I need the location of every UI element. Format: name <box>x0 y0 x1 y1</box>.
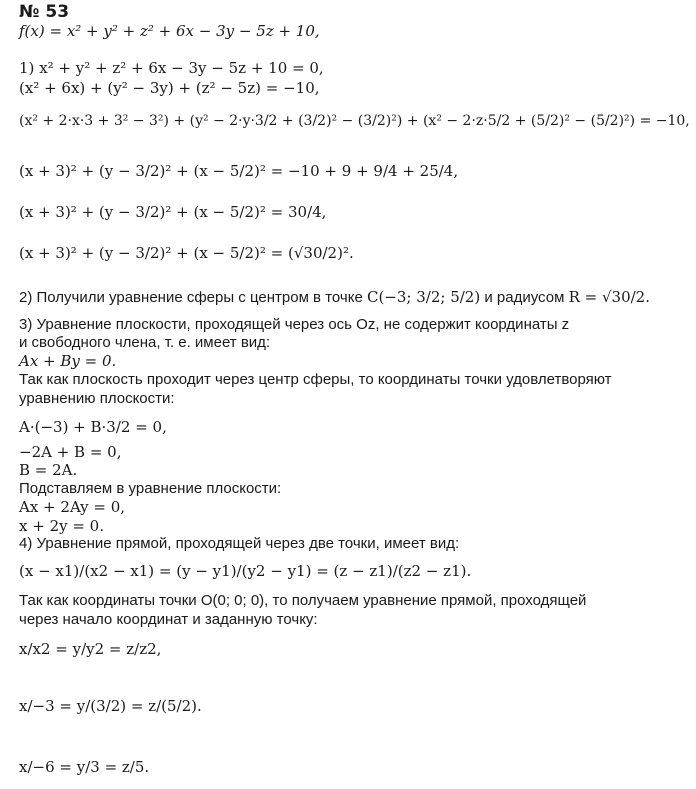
sphere-radius: R = √30/2. <box>568 288 650 306</box>
equation: (x + 3)² + (y − 3/2)² + (x − 5/2)² = 30/4, <box>19 203 327 221</box>
sphere-center: C(−3; 3/2; 5/2) <box>366 288 481 306</box>
step3-eq1: Ax + By = 0. <box>19 352 117 370</box>
equation: f(x) = x² + y² + z² + 6x − 3y − 5z + 10, <box>19 22 320 40</box>
step3-eq3: −2A + B = 0, <box>19 443 122 461</box>
function-definition <box>19 22 320 40</box>
step4-eq3: x/−3 = y/(3/2) = z/(5/2). <box>19 697 202 715</box>
step1-eq5 <box>19 203 326 221</box>
step4-line3: через начало координат и заданную точку: <box>19 611 318 628</box>
step3-line5: Подставляем в уравнение плоскости: <box>19 480 282 497</box>
step1-eq6 <box>19 244 354 262</box>
equation: (x² + 6x) + (y² − 3y) + (z² − 5z) = −10, <box>19 79 320 97</box>
step4-eq4: x/−6 = y/3 = z/5. <box>19 758 150 776</box>
equation: (x + 3)² + (y − 3/2)² + (x − 5/2)² = −10 + 9 + 9/4 + 25/4, <box>19 162 459 180</box>
step4-eq1: (x − x1)/(x2 − x1) = (y − y1)/(y2 − y1) = (z − z1)/(z2 − z1). <box>19 562 472 580</box>
step3-line3: Так как плоскость проходит через центр сферы, то координаты точки удовлетворяют <box>19 371 612 388</box>
step1-eq3 <box>19 112 690 130</box>
equation: (x + 3)² + (y − 3/2)² + (x − 5/2)² = (√30/2)². <box>19 244 354 262</box>
text: и радиусом <box>484 289 565 306</box>
step4-line1: 4) Уравнение прямой, проходящей через две точки, имеет вид: <box>19 535 460 552</box>
equation: (x² + 2·x·3 + 3² − 3²) + (y² − 2·y·3/2 + (3/2)² − (3/2)²) + (x² − 2·z·5/2 + (5/2)² − (5/2)²) = −10, <box>19 113 690 129</box>
step1-eq4 <box>19 162 458 180</box>
equation: x² + y² + z² + 6x − 3y − 5z + 10 = 0, <box>39 59 324 77</box>
step3-line2: и свободного члена, т. е. имеет вид: <box>19 334 271 351</box>
text: 2) Получили уравнение сферы с центром в точке <box>19 289 363 306</box>
step3-eq2: A·(−3) + B·3/2 = 0, <box>19 418 167 436</box>
step4-line2: Так как координаты точки O(0; 0; 0), то получаем уравнение прямой, проходящей <box>19 592 587 609</box>
step3-eq4: B = 2A. <box>19 461 78 479</box>
step1-eq1 <box>19 59 324 77</box>
problem-number: № 53 <box>19 2 70 22</box>
step-label: 1) <box>19 59 35 77</box>
step3-eq5: Ax + 2Ay = 0, <box>19 498 126 516</box>
step1-eq2 <box>19 79 320 97</box>
step2-line <box>19 288 650 307</box>
step4-eq2: x/x2 = y/y2 = z/z2, <box>19 640 162 658</box>
step3-eq6: x + 2y = 0. <box>19 517 104 535</box>
step3-line4: уравнению плоскости: <box>19 390 175 407</box>
step3-line1: 3) Уравнение плоскости, проходящей через ось Oz, не содержит координаты z <box>19 316 570 333</box>
